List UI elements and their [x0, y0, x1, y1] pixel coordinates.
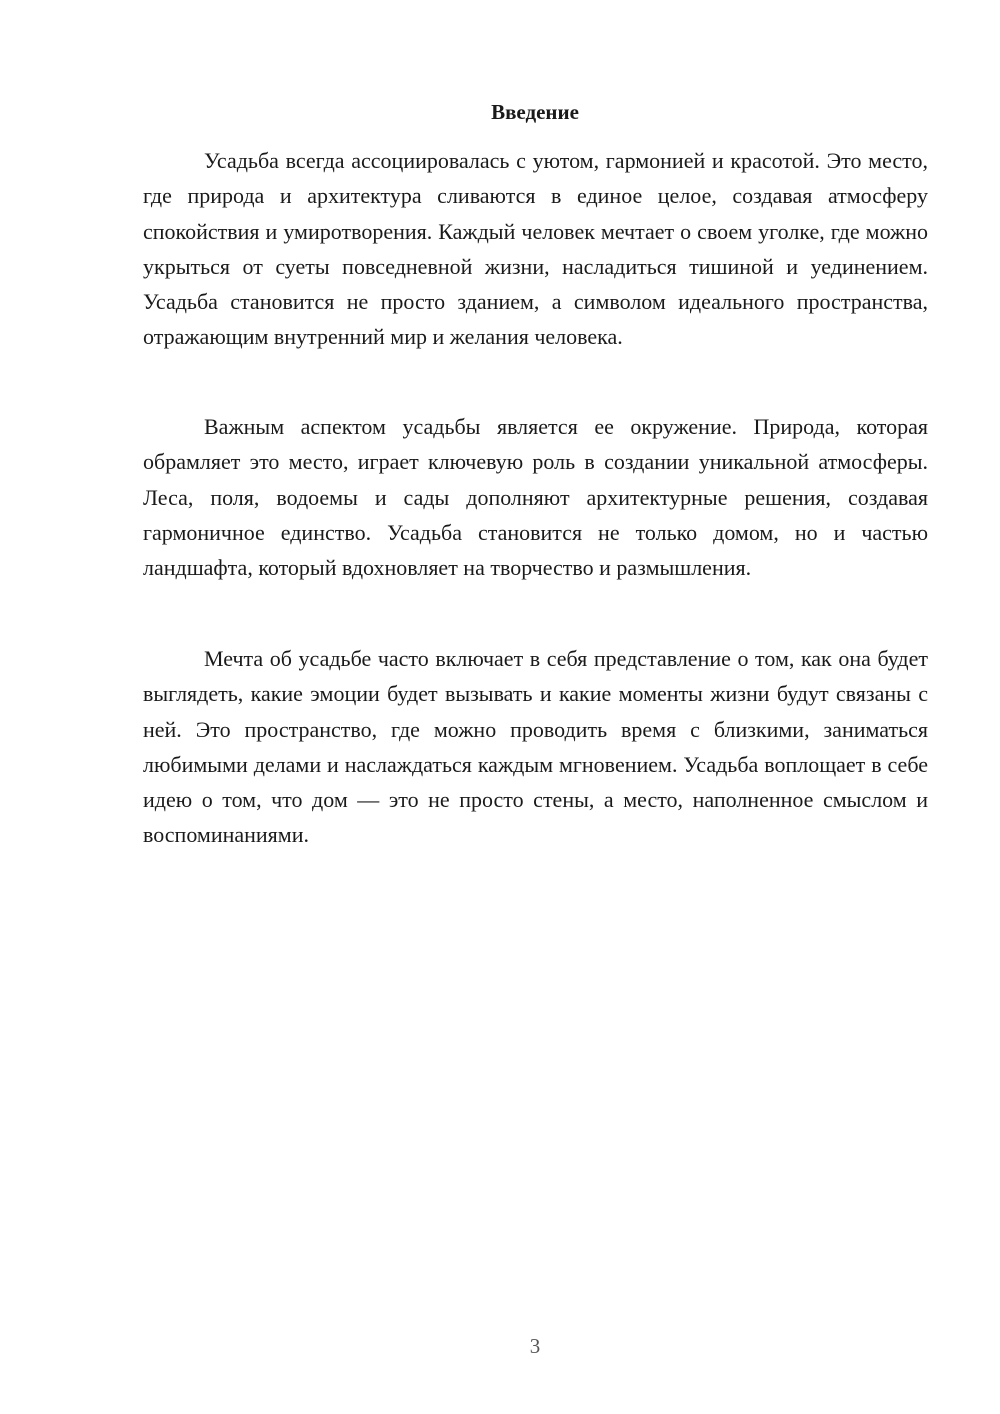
page-number: 3 — [529, 1334, 541, 1358]
paragraph-2: Важным аспектом усадьбы является ее окружение. Природа, которая обрамляет это место, играет ключевую роль в создании уникальной атмосферы. Леса, поля, водоемы и сады дополняют архитектурные решения, создавая гармоничное единство. Усадьба становится не только домом, но и частью ландшафта, который вдохновляет на творчество и размышления. — [143, 414, 928, 581]
paragraph-1: Усадьба всегда ассоциировалась с уютом, гармонией и красотой. Это место, где природа и архитектура сливаются в единое целое, создавая атмосферу спокойствия и умиротворения. Каждый человек мечтает о своем уголке, где можно укрыться от суеты повседневной жизни, насладиться тишиной и уединением. Усадьба становится не просто зданием, а символом идеального пространства, отражающим внутренний мир и желания человека. — [143, 148, 928, 350]
section-title: Введение — [491, 100, 579, 124]
paragraph-3: Мечта об усадьбе часто включает в себя представление о том, как она будет выглядеть, какие эмоции будет вызывать и какие моменты жизни будут связаны с ней. Это пространство, где можно проводить время с близкими, заниматься любимыми делами и наслаждаться каждым мгновением. Усадьба воплощает в себе идею о том, что дом — это не просто стены, а место, наполненное смыслом и воспоминаниями. — [143, 646, 928, 848]
